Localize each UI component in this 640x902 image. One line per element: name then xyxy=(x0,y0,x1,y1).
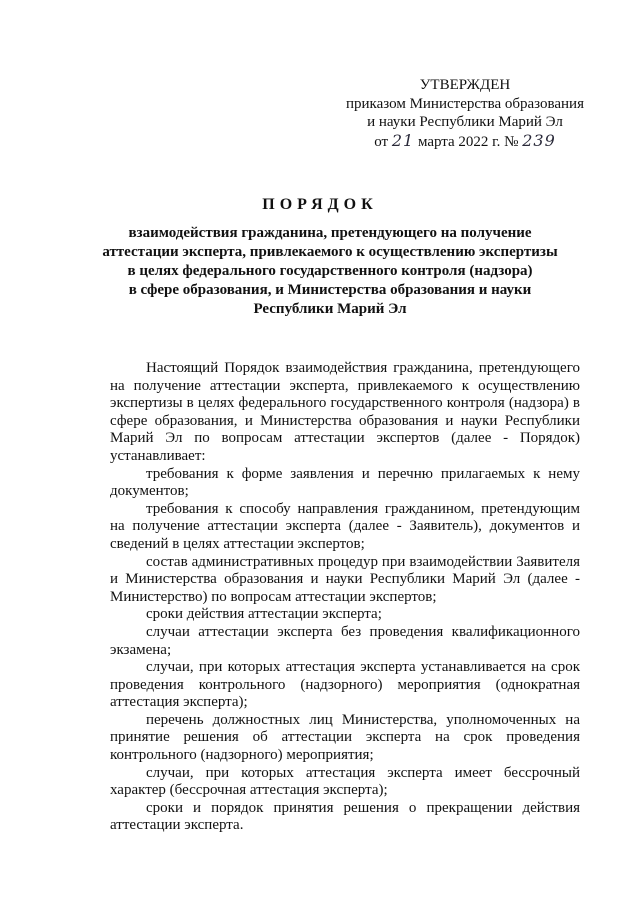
subtitle-line: аттестации эксперта, привлекаемого к осуществлению экспертизы xyxy=(102,244,558,260)
approval-order-line: приказом Министерства образования xyxy=(346,95,584,112)
body-paragraph: случаи, при которых аттестация эксперта устанавливается на срок проведения контрольного (надзорного) мероприятия (однократная аттестация эксперта); xyxy=(110,659,580,711)
body-paragraph: требования к способу направления гражданином, претендующим на получение аттестации эксперта (далее - Заявитель), документов и сведений в целях аттестации экспертов; xyxy=(110,500,580,552)
approval-stamp xyxy=(330,76,600,151)
date-rest: марта 2022 г. № xyxy=(417,133,519,150)
body-paragraph: сроки и порядок принятия решения о прекращении действия аттестации эксперта. xyxy=(110,799,580,834)
document-subtitle xyxy=(100,224,560,319)
approval-date-line xyxy=(330,132,600,152)
document-body xyxy=(110,360,580,835)
body-paragraph: случаи аттестации эксперта без проведения квалификационного экзамена; xyxy=(110,623,580,658)
body-paragraph: сроки действия аттестации эксперта; xyxy=(146,606,382,623)
date-day-handwritten: 21 xyxy=(391,130,415,150)
subtitle-line: Республики Марий Эл xyxy=(253,301,407,317)
body-paragraph: требования к форме заявления и перечню прилагаемых к нему документов; xyxy=(110,465,580,500)
approval-ministry-line: и науки Республики Марий Эл xyxy=(367,114,563,130)
order-number-handwritten: 239 xyxy=(522,130,556,150)
body-paragraph: состав административных процедур при взаимодействии Заявителя и Министерства образования и науки Республики Марий Эл (далее - Министерство) по вопросам аттестации экспертов; xyxy=(110,553,580,605)
subtitle-line: в сфере образования, и Министерства образования и науки xyxy=(128,282,532,298)
body-paragraph: перечень должностных лиц Министерства, уполномоченных на принятие решения об аттестации эксперта на срок проведения контрольного (надзорного) мероприятия; xyxy=(110,711,580,764)
body-paragraph: Настоящий Порядок взаимодействия гражданина, претендующего на получение аттестации эксперта, привлекаемого к осуществлению экспертизы в целях федерального государственного контроля (надзора) в сфере образования, и Министерства образования и науки Республики Марий Эл по вопросам аттестации экспертов (далее - Порядок) устанавливает: xyxy=(110,360,580,464)
approval-heading: УТВЕРЖДЕН xyxy=(419,77,511,93)
document-title: ПОРЯДОК xyxy=(262,196,378,213)
date-prefix: от xyxy=(374,133,389,150)
body-paragraph: случаи, при которых аттестация эксперта имеет бессрочный характер (бессрочная аттестация эксперта); xyxy=(110,764,580,799)
subtitle-line: в целях федерального государственного контроля (надзора) xyxy=(127,263,533,279)
subtitle-line: взаимодействия гражданина, претендующего на получение xyxy=(128,225,532,241)
